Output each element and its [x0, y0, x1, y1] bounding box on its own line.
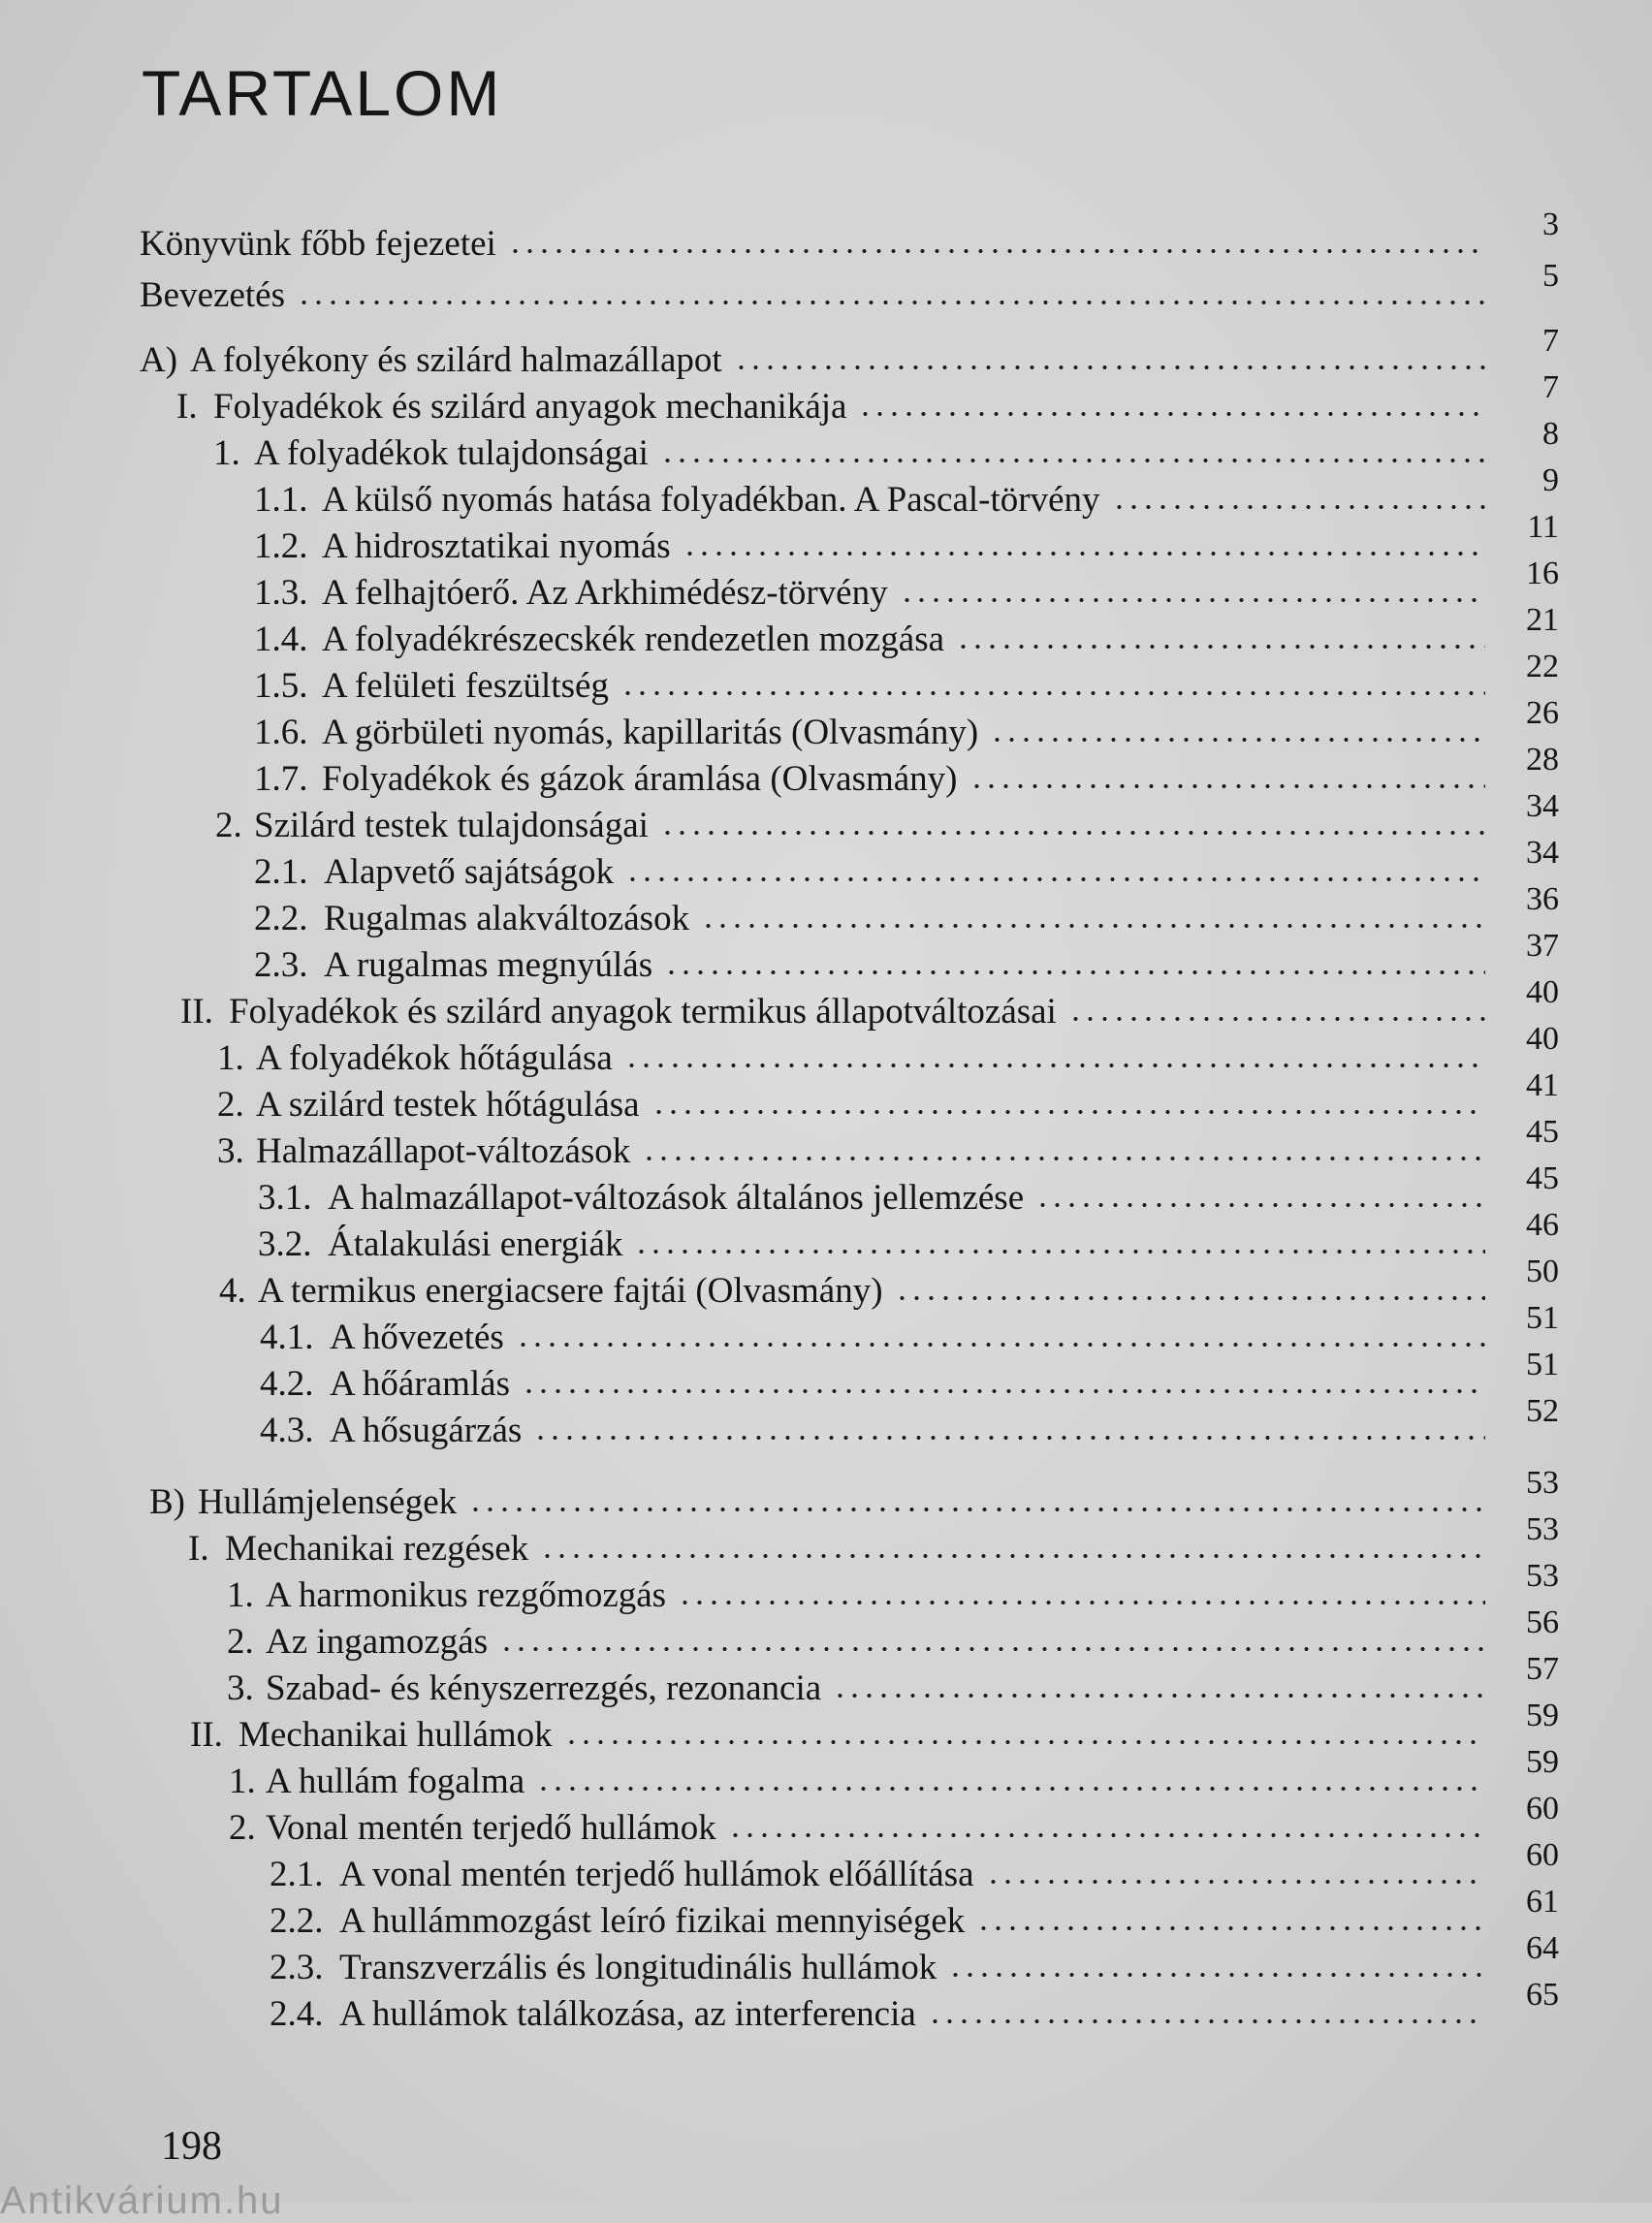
- toc-page-number: 7: [1542, 323, 1559, 359]
- dot-leader: [651, 1107, 1485, 1117]
- toc-entry: [188, 1511, 1559, 1571]
- toc-entry-number: 4.3.: [260, 1411, 314, 1450]
- toc-entry-number: 1.1.: [254, 480, 308, 520]
- toc-entry-title: A vonal mentén terjedő hullámok előállítása: [339, 1855, 974, 1894]
- toc-entry-number: 3.2.: [258, 1224, 312, 1264]
- dot-leader: [701, 921, 1485, 931]
- toc-entry: [176, 369, 1559, 429]
- toc-entry-number: 2.1.: [254, 852, 308, 892]
- toc-page-number: 45: [1526, 1160, 1559, 1196]
- dot-leader: [990, 735, 1485, 745]
- toc-entry-title: Alapvető sajátságok: [324, 852, 614, 892]
- toc-page-number: 21: [1526, 602, 1559, 638]
- toc-entry-title: A hullámmozgást leíró fizikai mennyiségek: [339, 1901, 966, 1941]
- toc-entry: [258, 1207, 1559, 1266]
- toc-entry: [227, 1558, 1559, 1617]
- dot-leader: [986, 1877, 1485, 1887]
- toc-page-number: 28: [1526, 742, 1559, 778]
- toc-page-number: 59: [1526, 1698, 1559, 1733]
- dot-leader: [948, 1970, 1485, 1980]
- toc-page-number: 52: [1526, 1393, 1559, 1429]
- toc-page-number: 7: [1542, 369, 1559, 405]
- toc-entry-title: A folyadékok hőtágulása: [256, 1038, 613, 1078]
- toc-page-number: 36: [1526, 881, 1559, 917]
- toc-page-number: 53: [1526, 1465, 1559, 1501]
- toc-entry-number: 1.5.: [254, 666, 308, 706]
- toc-entry: [213, 416, 1559, 475]
- toc-entry-title: A görbületi nyomás, kapillaritás (Olvasmány): [322, 713, 979, 752]
- toc-entry-number: 1.7.: [254, 759, 308, 799]
- toc-entry-title: A hővezetés: [330, 1318, 504, 1357]
- toc-entry-title: A hullámok találkozása, az interferencia: [339, 1994, 916, 2034]
- toc-entry: [254, 602, 1559, 661]
- toc-entry: [254, 881, 1559, 940]
- toc-entry-number: 2.3.: [254, 945, 308, 985]
- dot-leader: [634, 1247, 1485, 1256]
- toc-page-number: 56: [1526, 1604, 1559, 1640]
- toc-page-number: 51: [1526, 1300, 1559, 1336]
- toc-entry-number: 1.: [217, 1038, 244, 1078]
- toc-entry: [180, 974, 1559, 1033]
- toc-entry-title: Rugalmas alakváltozások: [324, 899, 690, 938]
- dot-leader: [664, 968, 1485, 977]
- toc-entry: [229, 1744, 1559, 1803]
- toc-entry-number: I.: [176, 387, 198, 427]
- dot-leader: [468, 1505, 1485, 1514]
- toc-entry-title: A felületi feszültség: [322, 666, 609, 706]
- dot-leader: [564, 1737, 1485, 1747]
- toc-entry: [258, 1160, 1559, 1220]
- toc-entry-number: II.: [180, 992, 213, 1032]
- dot-leader: [1035, 1200, 1485, 1210]
- toc-entry: [254, 928, 1559, 987]
- toc-entry: [270, 1837, 1559, 1896]
- toc-entry: [260, 1393, 1559, 1452]
- toc-entry-number: 2.: [215, 806, 242, 845]
- toc-entry-title: A szilárd testek hőtágulása: [256, 1085, 640, 1125]
- toc-page-number: 65: [1526, 1977, 1559, 2013]
- toc-entry-number: 1.3.: [254, 573, 308, 613]
- toc-page-number: 34: [1526, 788, 1559, 824]
- toc-entry: [227, 1651, 1559, 1710]
- toc-entry: [254, 556, 1559, 615]
- dot-leader: [1112, 502, 1485, 512]
- toc-entry-title: A felhajtóerő. Az Arkhimédész-törvény: [322, 573, 888, 613]
- toc-entry: [260, 1300, 1559, 1359]
- toc-entry-title: Szilárd testek tulajdonságai: [254, 806, 649, 845]
- toc-entry-title: Folyadékok és szilárd anyagok termikus állapotváltozásai: [229, 992, 1057, 1032]
- toc-page-number: 8: [1542, 416, 1559, 452]
- toc-entry-title: Folyadékok és gázok áramlása (Olvasmány): [322, 759, 958, 799]
- toc-entry-number: 3.: [217, 1131, 244, 1171]
- toc-entry-number: 3.1.: [258, 1178, 312, 1218]
- toc-page-number: 5: [1542, 258, 1559, 294]
- toc-entry-number: 1.4.: [254, 619, 308, 659]
- toc-entry-title: A folyadékok tulajdonságai: [254, 433, 649, 473]
- toc-entry: [140, 258, 1559, 317]
- toc-entry-number: II.: [190, 1715, 223, 1755]
- dot-leader: [660, 828, 1485, 838]
- toc-page-number: 40: [1526, 974, 1559, 1010]
- toc-page-number: 34: [1526, 835, 1559, 871]
- toc-page-number: 11: [1527, 509, 1559, 545]
- toc-page-number: 46: [1526, 1207, 1559, 1243]
- dot-leader: [620, 688, 1485, 698]
- toc-entry-number: 2.2.: [270, 1901, 324, 1941]
- toc-page-number: 26: [1526, 695, 1559, 731]
- toc-page-number: 37: [1526, 928, 1559, 964]
- toc-page-number: 51: [1526, 1347, 1559, 1382]
- dot-leader: [928, 2017, 1485, 2026]
- toc-entry: [254, 695, 1559, 754]
- dot-leader: [536, 1784, 1485, 1794]
- toc-entry-number: 2.: [217, 1085, 244, 1125]
- toc-entry-number: A): [140, 340, 178, 380]
- toc-entry-number: 2.: [229, 1808, 256, 1848]
- dot-leader: [976, 1923, 1485, 1933]
- dot-leader: [522, 1386, 1485, 1396]
- toc-entry-number: 1.: [229, 1762, 256, 1801]
- toc-entry-title: Halmazállapot-változások: [256, 1131, 631, 1171]
- toc-entry-number: 4.2.: [260, 1364, 314, 1404]
- toc-page-number: 40: [1526, 1021, 1559, 1057]
- page-number: 198: [161, 2124, 222, 2169]
- toc-entry-title: Vonal mentén terjedő hullámok: [266, 1808, 716, 1848]
- dot-leader: [625, 874, 1485, 884]
- toc-entry-number: 2.1.: [270, 1855, 324, 1894]
- toc-page-number: 64: [1526, 1930, 1559, 1966]
- toc-page-number: 61: [1526, 1884, 1559, 1920]
- toc-entry: [227, 1604, 1559, 1664]
- toc-entry-title: A hősugárzás: [330, 1411, 523, 1450]
- dot-leader: [642, 1154, 1485, 1163]
- toc-page-number: 9: [1542, 462, 1559, 498]
- dot-leader: [900, 595, 1485, 605]
- toc-entry: [254, 742, 1559, 801]
- toc-entry: [270, 1930, 1559, 1989]
- toc-entry: [229, 1791, 1559, 1850]
- toc-entry: [190, 1698, 1559, 1757]
- toc-entry: [149, 1465, 1559, 1524]
- toc-entry-number: 2.4.: [270, 1994, 324, 2034]
- toc-entry-number: 2.2.: [254, 899, 308, 938]
- dot-leader: [833, 1691, 1485, 1700]
- toc-page-number: 59: [1526, 1744, 1559, 1780]
- toc-entry: [140, 206, 1559, 266]
- toc-page-number: 22: [1526, 649, 1559, 684]
- toc-entry-title: A folyadékrészecskék rendezetlen mozgása: [322, 619, 945, 659]
- toc-entry-number: 3.: [227, 1668, 254, 1708]
- page-title: TARTALOM: [142, 57, 503, 129]
- toc-entry-number: 1.2.: [254, 526, 308, 566]
- toc-entry-title: Mechanikai rezgések: [225, 1529, 529, 1569]
- toc-page-number: 3: [1542, 206, 1559, 242]
- dot-leader: [297, 298, 1485, 307]
- dot-leader: [499, 1644, 1485, 1654]
- toc-page-number: 16: [1526, 556, 1559, 591]
- toc-entry-number: 1.6.: [254, 713, 308, 752]
- toc-entry-title: A külső nyomás hatása folyadékban. A Pascal-törvény: [322, 480, 1100, 520]
- toc-entry-number: 4.1.: [260, 1318, 314, 1357]
- toc-entry-title: A rugalmas megnyúlás: [324, 945, 653, 985]
- dot-leader: [969, 781, 1485, 791]
- toc-entry-title: A hidrosztatikai nyomás: [322, 526, 671, 566]
- dot-leader: [956, 642, 1485, 651]
- toc-entry: [219, 1254, 1559, 1313]
- dot-leader: [508, 246, 1485, 256]
- toc-entry-title: Folyadékok és szilárd anyagok mechanikája: [213, 387, 847, 427]
- toc-entry-number: 4.: [219, 1271, 246, 1311]
- dot-leader: [728, 1830, 1485, 1840]
- toc-entry-number: 2.3.: [270, 1948, 324, 1987]
- toc-entry-title: Hullámjelenségek: [198, 1482, 458, 1522]
- toc-entry: [217, 1067, 1559, 1127]
- toc-entry-number: B): [149, 1482, 185, 1522]
- dot-leader: [1068, 1014, 1485, 1024]
- toc-entry-title: Transzverzális és longitudinális hullámok: [339, 1948, 937, 1987]
- toc-entry-number: I.: [188, 1529, 209, 1569]
- toc-entry: [217, 1021, 1559, 1080]
- toc-entry-title: Mechanikai hullámok: [238, 1715, 553, 1755]
- toc-page-number: 53: [1526, 1511, 1559, 1547]
- dot-leader: [660, 456, 1485, 465]
- toc-entry-title: Szabad- és kényszerrezgés, rezonancia: [266, 1668, 822, 1708]
- dot-leader: [624, 1061, 1485, 1070]
- toc-entry-title: A hullám fogalma: [266, 1762, 525, 1801]
- toc-entry: [260, 1347, 1559, 1406]
- toc-page-number: 60: [1526, 1791, 1559, 1826]
- toc-entry: [140, 323, 1559, 382]
- toc-entry-number: 1.: [227, 1575, 254, 1615]
- toc-entry-title: A folyékony és szilárd halmazállapot: [190, 340, 722, 380]
- toc-entry: [254, 649, 1559, 708]
- toc-page-number: 53: [1526, 1558, 1559, 1594]
- toc-entry: [254, 509, 1559, 568]
- toc-page-number: 60: [1526, 1837, 1559, 1873]
- toc-page-number: 50: [1526, 1254, 1559, 1289]
- dot-leader: [516, 1340, 1485, 1350]
- toc-entry: [254, 835, 1559, 894]
- toc-page-number: 57: [1526, 1651, 1559, 1687]
- toc-entry-title: Az ingamozgás: [266, 1622, 489, 1662]
- dot-leader: [533, 1433, 1485, 1443]
- toc-page-number: 41: [1526, 1067, 1559, 1103]
- toc-entry: [215, 788, 1559, 847]
- toc-page-number: 45: [1526, 1114, 1559, 1150]
- toc-entry-title: Könyvünk főbb fejezetei: [140, 224, 496, 264]
- dot-leader: [678, 1598, 1485, 1607]
- toc-entry-title: A halmazállapot-változások általános jellemzése: [328, 1178, 1025, 1218]
- toc-entry-number: 2.: [227, 1622, 254, 1662]
- dot-leader: [858, 409, 1485, 419]
- dot-leader: [895, 1293, 1485, 1303]
- toc-entry: [270, 1884, 1559, 1943]
- toc-entry-title: A hőáramlás: [330, 1364, 510, 1404]
- dot-leader: [734, 363, 1485, 372]
- toc-entry-title: Bevezetés: [140, 275, 285, 315]
- toc-entry: [254, 462, 1559, 522]
- toc-entry-title: A harmonikus rezgőmozgás: [266, 1575, 667, 1615]
- toc-entry-title: A termikus energiacsere fajtái (Olvasmány): [258, 1271, 883, 1311]
- toc-entry: [217, 1114, 1559, 1173]
- toc-entry-number: 1.: [213, 433, 240, 473]
- dot-leader: [683, 549, 1485, 558]
- toc-entry: [270, 1977, 1559, 2036]
- dot-leader: [540, 1551, 1485, 1561]
- watermark: Antikvárium.hu: [0, 2179, 284, 2222]
- toc-entry-title: Átalakulási energiák: [328, 1224, 623, 1264]
